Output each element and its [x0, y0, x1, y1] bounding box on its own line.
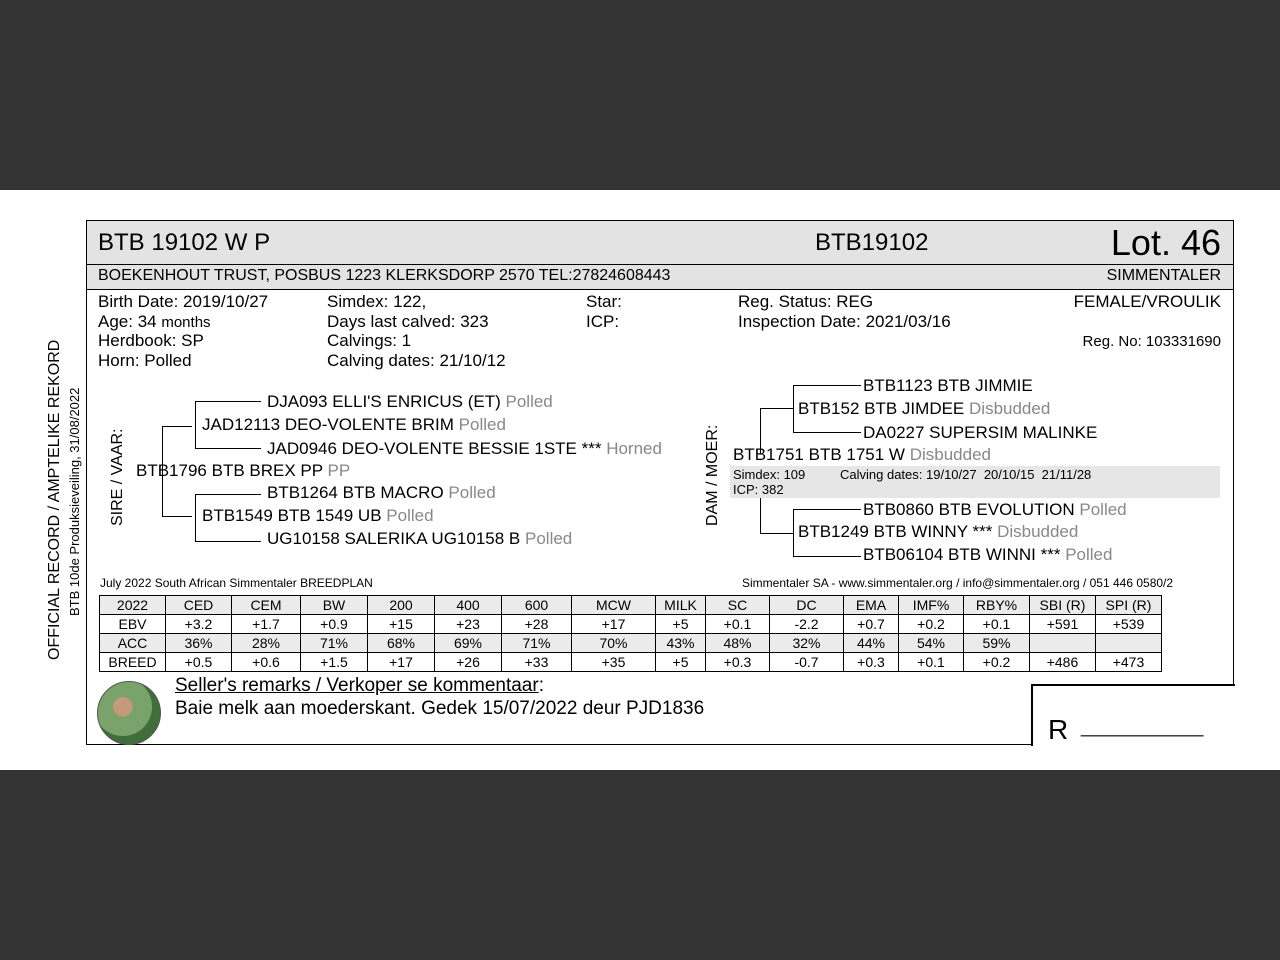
calvings: Calvings: 1 — [327, 331, 412, 350]
table-header-cell: 2022 — [100, 596, 166, 615]
herdbook: Herdbook: SP — [98, 331, 204, 350]
table-header-cell: CED — [166, 596, 232, 615]
dam-calving-dates: Calving dates: 19/10/27 20/10/15 21/11/28 — [840, 467, 1092, 482]
table-cell: +0.1 — [706, 615, 770, 634]
table-cell: +3.2 — [166, 615, 232, 634]
table-cell: 28% — [232, 634, 301, 653]
sire-sire-dam: JAD0946 DEO-VOLENTE BESSIE 1STE *** Horned — [267, 439, 662, 458]
table-cell: +473 — [1096, 653, 1162, 672]
star: Star: — [586, 292, 622, 311]
ebv-table — [99, 595, 1162, 672]
sire-dam: BTB1549 BTB 1549 UB Polled — [202, 506, 434, 525]
table-cell: +0.5 — [166, 653, 232, 672]
table-header-cell: MCW — [572, 596, 656, 615]
table-cell: ACC — [100, 634, 166, 653]
table-row — [100, 653, 1162, 672]
table-header-cell: 400 — [435, 596, 502, 615]
table-cell: +1.5 — [301, 653, 368, 672]
table-header-cell: CEM — [232, 596, 301, 615]
table-header-cell: IMF% — [899, 596, 964, 615]
association-logo — [97, 681, 161, 745]
age-value: Age: 34 — [98, 312, 157, 331]
table-header-cell: EMA — [844, 596, 899, 615]
table-cell: +0.3 — [844, 653, 899, 672]
sex: FEMALE/VROULIK — [1073, 292, 1221, 311]
lot-number: Lot. 46 — [1110, 222, 1221, 263]
table-header-cell: RBY% — [964, 596, 1030, 615]
table-cell: 71% — [301, 634, 368, 653]
table-header-cell: MILK — [656, 596, 706, 615]
table-cell: +35 — [572, 653, 656, 672]
dam-dam: BTB1249 BTB WINNY *** Disbudded — [798, 522, 1079, 541]
table-header-cell: 600 — [502, 596, 572, 615]
table-cell: -2.2 — [770, 615, 844, 634]
remarks-heading: Seller's remarks / Verkoper se kommentaar: — [175, 675, 544, 696]
table-cell: +0.6 — [232, 653, 301, 672]
calving-dates: Calving dates: 21/10/12 — [327, 351, 506, 370]
table-header-cell: SC — [706, 596, 770, 615]
table-cell: +539 — [1096, 615, 1162, 634]
table-cell: 59% — [964, 634, 1030, 653]
age — [98, 312, 211, 332]
table-cell: 70% — [572, 634, 656, 653]
sire: BTB1796 BTB BREX PP PP — [136, 461, 351, 480]
table-cell: 69% — [435, 634, 502, 653]
animal-code: BTB19102 — [815, 229, 929, 256]
price-currency: R — [1048, 714, 1069, 745]
dam-label: DAM / MOER: — [704, 424, 721, 526]
table-cell: +0.9 — [301, 615, 368, 634]
sire-dam-bracket — [195, 494, 196, 541]
catalogue-sheet — [0, 190, 1280, 770]
table-cell: +0.1 — [899, 653, 964, 672]
icp: ICP: — [586, 312, 620, 331]
dam-icp: ICP: 382 — [733, 482, 784, 497]
sire-dam-dam: UG10158 SALERIKA UG10158 B Polled — [267, 529, 573, 548]
reg-status: Reg. Status: REG — [738, 292, 874, 311]
sale-label: BTB 10de Produksieveiling, 31/08/2022 — [67, 387, 82, 616]
reg-number: Reg. No: 103331690 — [1082, 333, 1221, 350]
table-cell: 71% — [502, 634, 572, 653]
table-cell: -0.7 — [770, 653, 844, 672]
remarks-text: Baie melk aan moederskant. Gedek 15/07/2022 deur PJD1836 — [175, 698, 705, 719]
dam-sire: BTB152 BTB JIMDEE Disbudded — [798, 399, 1051, 418]
table-cell: +33 — [502, 653, 572, 672]
table-cell: 36% — [166, 634, 232, 653]
breed-label: SIMMENTALER — [1106, 267, 1221, 284]
breedplan-contact: Simmentaler SA - www.simmentaler.org / info@simmentaler.org / 051 446 0580/2 — [742, 576, 1174, 590]
inspection-date: Inspection Date: 2021/03/16 — [738, 312, 951, 331]
table-cell: 68% — [368, 634, 435, 653]
sire-dam-sire: BTB1264 BTB MACRO Polled — [267, 483, 496, 502]
owner-details: BOEKENHOUT TRUST, POSBUS 1223 KLERKSDORP 2570 TEL:27824608443 — [98, 267, 671, 284]
remarks-label: Seller's remarks / Verkoper se kommentaar — [175, 675, 539, 696]
sire-sire: JAD12113 DEO-VOLENTE BRIM Polled — [202, 415, 506, 434]
table-cell: 54% — [899, 634, 964, 653]
table-cell: +23 — [435, 615, 502, 634]
table-cell: BREED — [100, 653, 166, 672]
dam-sire-bracket — [793, 385, 794, 432]
sire-sire-sire: DJA093 ELLI'S ENRICUS (ET) Polled — [267, 392, 553, 411]
simdex: Simdex: 122, — [327, 292, 427, 311]
dam-simdex: Simdex: 109 — [733, 467, 806, 482]
age-unit: months — [161, 314, 211, 331]
table-header-cell: 200 — [368, 596, 435, 615]
table-cell: +0.2 — [964, 653, 1030, 672]
horn-status: Horn: Polled — [98, 351, 192, 370]
table-cell: +486 — [1030, 653, 1096, 672]
table-cell: EBV — [100, 615, 166, 634]
animal-name: BTB 19102 W P — [98, 229, 271, 256]
sire-label: SIRE / VAAR: — [109, 428, 126, 526]
owner-bar — [87, 265, 1233, 290]
table-header-cell: SPI (R) — [1096, 596, 1162, 615]
table-cell: +591 — [1030, 615, 1096, 634]
table-cell: 43% — [656, 634, 706, 653]
table-cell: +0.2 — [899, 615, 964, 634]
table-row — [100, 634, 1162, 653]
table-cell: +28 — [502, 615, 572, 634]
table-cell: 44% — [844, 634, 899, 653]
official-record-label: OFFICIAL RECORD / AMPTELIKE REKORD — [46, 339, 63, 660]
table-cell: +0.1 — [964, 615, 1030, 634]
table-cell: 32% — [770, 634, 844, 653]
breedplan-title: July 2022 South African Simmentaler BREEDPLAN — [100, 576, 373, 590]
table-header-cell: SBI (R) — [1030, 596, 1096, 615]
dam-sire-sire: BTB1123 BTB JIMMIE — [863, 376, 1033, 395]
table-cell: +1.7 — [232, 615, 301, 634]
table-cell — [1096, 634, 1162, 653]
table-cell: +17 — [572, 615, 656, 634]
lot-card — [86, 220, 1234, 745]
table-cell: +0.7 — [844, 615, 899, 634]
table-cell: +26 — [435, 653, 502, 672]
table-cell: 48% — [706, 634, 770, 653]
price-box[interactable] — [1031, 684, 1235, 746]
birth-date: Birth Date: 2019/10/27 — [98, 292, 269, 311]
table-cell: +5 — [656, 653, 706, 672]
dam-dam-dam: BTB06104 BTB WINNI *** Polled — [863, 545, 1113, 564]
sire-sire-bracket — [195, 401, 196, 448]
table-header-row — [100, 596, 1162, 615]
table-row — [100, 615, 1162, 634]
table-header-cell: DC — [770, 596, 844, 615]
table-header-cell: BW — [301, 596, 368, 615]
table-cell: +0.3 — [706, 653, 770, 672]
header-bar — [87, 221, 1233, 265]
dam-sire-dam: DA0227 SUPERSIM MALINKE — [863, 423, 1098, 442]
table-cell — [1030, 634, 1096, 653]
table-cell: +17 — [368, 653, 435, 672]
table-cell: +15 — [368, 615, 435, 634]
price-line: __________ — [1081, 712, 1204, 737]
dam: BTB1751 BTB 1751 W Disbudded — [733, 445, 991, 464]
dam-summary — [730, 466, 1220, 498]
table-cell: +5 — [656, 615, 706, 634]
dam-dam-bracket — [793, 509, 794, 556]
days-last-calved: Days last calved: 323 — [327, 312, 489, 331]
dam-dam-sire: BTB0860 BTB EVOLUTION Polled — [863, 500, 1127, 519]
